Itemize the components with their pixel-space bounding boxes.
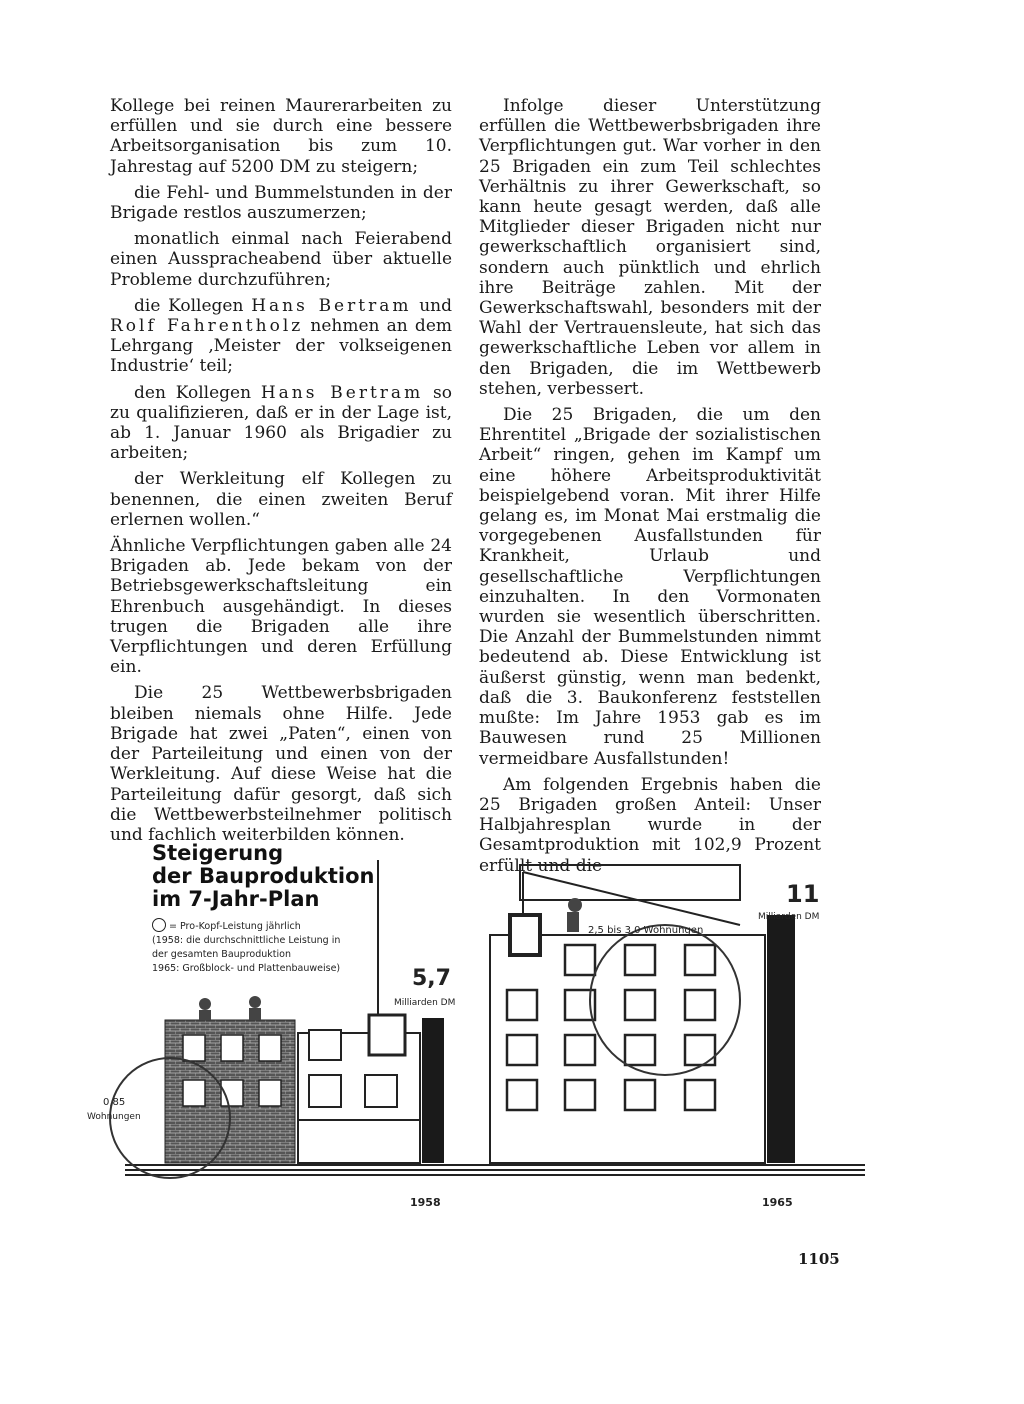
crane-panel: [510, 915, 540, 955]
spaced-name: Rolf Fahrentholz: [110, 316, 304, 337]
year-1958: 1958: [410, 1196, 441, 1209]
paragraph: monatlich einmal nach Feierabend einen Ausspracheabend über aktuelle Probleme durchzuführen;: [110, 229, 452, 290]
year-1965: 1965: [762, 1196, 793, 1209]
hanging-panel: [369, 1015, 405, 1055]
paragraph: Am folgenden Ergebnis haben die 25 Brigaden großen Anteil: Unser Halbjahresplan wurde in der Gesamtproduktion mit 102,9 Prozent erfüllt und die: [479, 774, 821, 876]
paragraph: Die 25 Wettbewerbsbrigaden bleiben niemals ohne Hilfe. Jede Brigade hat zwei „Paten“, einen von der Parteileitung und einen von der Werkleitung. Auf diese Weise hat die Parteileitung dafür gesorgt, daß sich die Wettbewerbsteilnehmer politisch und fachlich weiterbilden können.: [110, 683, 452, 845]
right-column: [479, 96, 821, 882]
figure-title: Steigerung der Bauproduktion im 7-Jahr-Plan: [152, 841, 375, 911]
paragraph: Infolge dieser Unterstützung erfüllen die Wettbewerbsbrigaden ihre Verpflichtungen gut. War vorher in den 25 Brigaden ein zum Teil schlechtes Verhältnis zu ihrer Gewerkschaft, so kann heute gesagt werden, daß alle Mitglieder dieser Brigaden nicht nur gewerkschaftlich organisiert sind, sondern auch pünktlich und ehrlich ihre Beiträge zahlen. Mit der Gewerkschaftswahl, besonders mit der Wahl der Vertrauensleute, hat sich das gewerkschaftliche Leben vor allem in den Brigaden, die im Wettbewerb stehen, verbessert.: [479, 96, 821, 399]
spaced-name: Hans Bertram: [260, 382, 424, 403]
paragraph: Kollege bei reinen Maurerarbeiten zu erfüllen und sie durch eine bessere Arbeitsorganisation bis zum 10. Jahrestag auf 5200 DM zu steigern;: [110, 96, 452, 177]
paragraph: Ähnliche Verpflichtungen gaben alle 24 Brigaden ab. Jede bekam von der Betriebsgewerkschaftsleitung ein Ehrenbuch ausgehändigt. In dieses trugen die Brigaden alle ihre Verpflichtungen und deren Erfüllung ein.: [110, 536, 452, 678]
spaced-name: Hans Bertram: [251, 295, 412, 316]
ground-lines: [125, 1165, 865, 1175]
perhead-1965: 2,5 bis 3,0 Wohnungen: [588, 925, 704, 936]
bar-1958: [422, 1018, 444, 1163]
perhead-1958: 0,85: [103, 1097, 126, 1108]
perhead-1958-unit: Wohnungen: [87, 1112, 141, 1122]
paragraph: der Werkleitung elf Kollegen zu benennen, die einen zweiten Beruf erlernen wollen.“: [110, 469, 452, 530]
left-column: [110, 96, 452, 851]
figure-legend: = Pro-Kopf-Leistung jährlich (1958: die durchschnittliche Leistung in der gesamten Bauproduktion 1965: Großblock- und Plattenbauweise): [152, 918, 382, 976]
unit-1965: Milliarden DM: [758, 912, 820, 922]
crane: [520, 865, 740, 925]
paragraph: den Kollegen Hans Bertram so zu qualifizieren, daß er in der Lage ist, ab 1. Januar 1960 als Brigadier zu arbeiten;: [110, 382, 452, 464]
value-1965: 11: [786, 880, 820, 908]
page-number: 1105: [798, 1250, 840, 1268]
bar-1965: [767, 915, 795, 1163]
paragraph: die Kollegen Hans Bertram und Rolf Fahrentholz nehmen an dem Lehrgang ‚Meister der volkseigenen Industrie‘ teil;: [110, 295, 452, 377]
paragraph: die Fehl- und Bummelstunden in der Brigade restlos auszumerzen;: [110, 182, 452, 224]
worker-figures: [199, 996, 261, 1020]
value-1958: 5,7: [412, 966, 451, 991]
unit-1958: Milliarden DM: [394, 998, 456, 1008]
circle-icon: [152, 918, 166, 932]
paragraph: Die 25 Brigaden, die um den Ehrentitel „Brigade der sozialistischen Arbeit“ ringen, gehen im Kampf um eine höhere Arbeitsproduktivität beispielgebend voran. Mit ihrer Hilfe gelang es, im Monat Mai erstmalig die vorgegebenen Ausfallstunden für Krankheit, Urlaub und gesellschaftliche Verpflichtungen einzuhalten. In den Vormonaten wurden sie wesentlich überschritten. Die Anzahl der Bummelstunden nimmt bedeutend ab. Diese Entwicklung ist äußerst günstig, wenn man bedenkt, daß die 3. Baukonferenz feststellen mußte: Im Jahre 1953 gab es im Bauwesen rund 25 Millionen vermeidbare Ausfallstunden!: [479, 405, 821, 769]
